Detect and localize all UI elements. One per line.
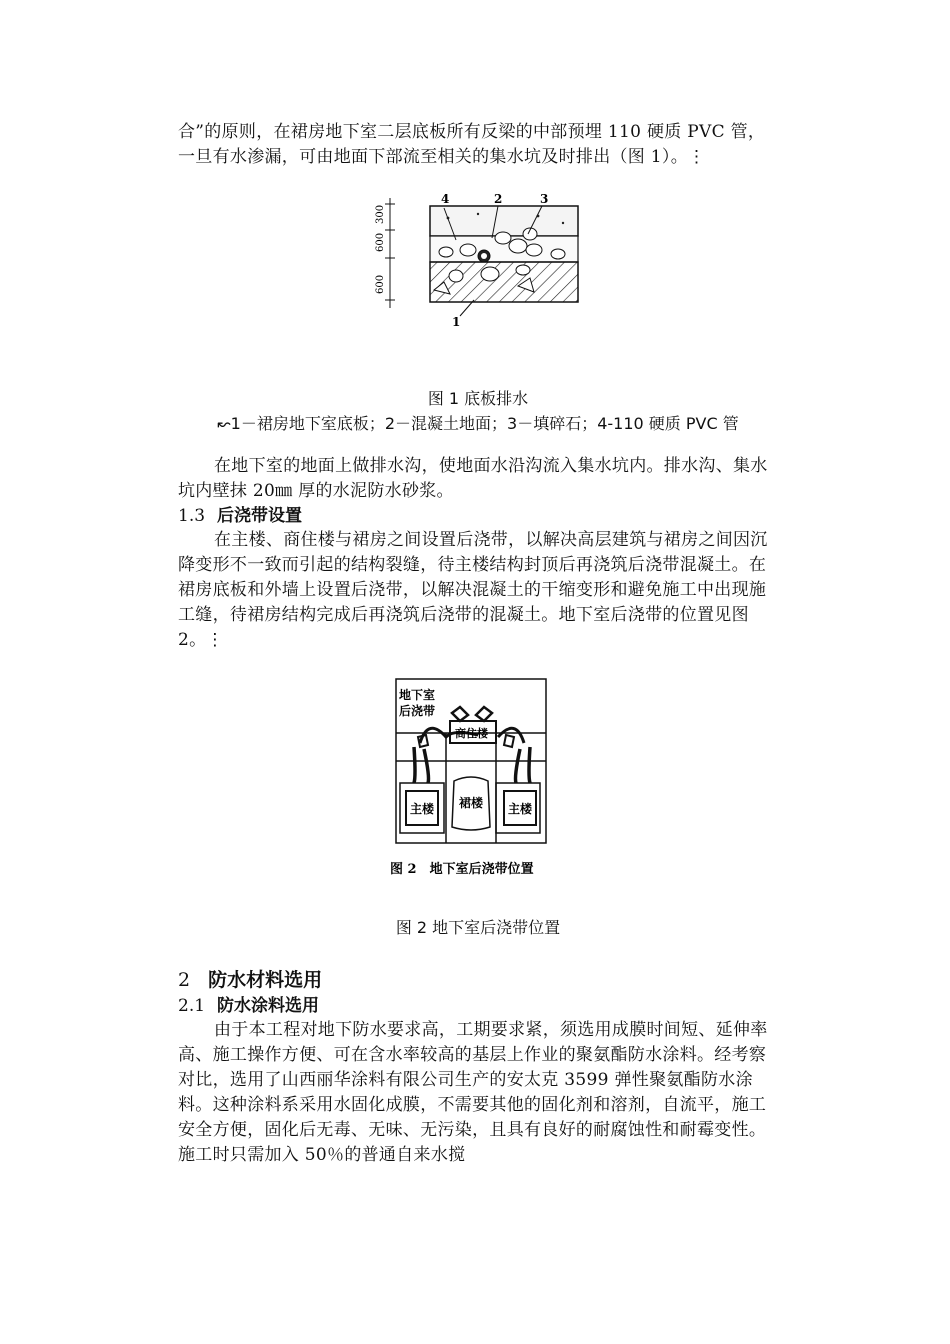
paragraph-drain: 在地下室的地面上做排水沟，使地面水沿沟流入集水坑内。排水沟、集水坑内壁抹 20㎜ 厚的水泥防水砂浆。	[178, 456, 768, 501]
intro-paragraph: 合”的原则，在裙房地下室二层底板所有反梁的中部预埋 110 硬质 PVC 管，一旦有水渗漏，可由地面下部流至相关的集水坑及时排出（图 1）。⋮	[178, 122, 766, 167]
note-icon: ↜	[217, 414, 231, 433]
figure-1-legend	[178, 411, 778, 436]
figure-1-label-4: 4	[441, 192, 450, 206]
figure-2-caption: 图 2 地下室后浇带位置	[395, 918, 561, 937]
figure-2-label-commercial: 商住楼	[455, 727, 488, 740]
section-1-3-number: 1.3	[178, 506, 206, 526]
figure-2-label-basement: 地下室	[399, 688, 436, 702]
document-page	[178, 120, 778, 1168]
dim-300: 300	[375, 204, 386, 224]
figure-1-drawing	[178, 190, 778, 350]
figure-1-caption: 图 1 底板排水	[427, 389, 529, 408]
section-2-title: 防水材料选用	[208, 969, 323, 991]
section-1-3-title: 后浇带设置	[217, 506, 303, 526]
figure-1-label-1: 1	[452, 315, 461, 329]
dim-600-upper: 600	[375, 232, 386, 252]
figure-1	[178, 190, 778, 350]
section-2-1-title: 防水涂料选用	[217, 996, 320, 1016]
figure-1-legend-text: 1－裙房地下室底板；2－混凝土地面；3－填碎石；4-110 硬质 PVC 管	[230, 414, 739, 433]
figure-2-label-post-cast: 后浇带	[399, 704, 436, 718]
figure-2-label-main-right: 主楼	[508, 802, 533, 816]
figure-1-label-2: 2	[494, 192, 503, 206]
section-2-heading	[178, 966, 778, 994]
figure-2-label-podium: 裙楼	[459, 796, 484, 810]
paragraph-coating: 由于本工程对地下防水要求高，工期要求紧，须选用成膜时间短、延伸率高、施工操作方便、可在含水率较高的基层上作业的聚氨酯防水涂料。经考察对比，选用了山西丽华涂料有限公司生产的安太克 3599 弹性聚氨酯防水涂料。这种涂料系采用水固化成膜，不需要其他的固化剂和溶剂，自流平，施工安全方便，固化后无毒、无味、无污染，且具有良好的耐腐蚀性和耐霉变性。施工时只需加入 50％的普通自来水搅	[178, 1020, 768, 1165]
section-2-number: 2	[178, 969, 191, 991]
section-2-1-heading	[178, 994, 778, 1018]
figure-1-label-3: 3	[540, 192, 549, 206]
paragraph-post-cast: 在主楼、商住楼与裙房之间设置后浇带，以解决高层建筑与裙房之间因沉降变形不一致而引起的结构裂缝，待主楼结构封顶后再浇筑后浇带混凝土。在裙房底板和外墙上设置后浇带，以解决混凝土的干缩变形和避免施工中出现施工缝，待裙房结构完成后再浇筑后浇带的混凝土。地下室后浇带的位置见图 2。⋮	[178, 530, 768, 650]
section-2-1-number: 2.1	[178, 996, 206, 1016]
figure-2-drawing	[178, 677, 778, 897]
dim-600-lower: 600	[375, 274, 386, 294]
figure-2	[178, 677, 778, 897]
figure-2-label-main-left: 主楼	[410, 802, 435, 816]
section-1-3-heading	[178, 504, 778, 528]
figure-2-inner-caption: 图 2 地下室后浇带位置	[390, 862, 534, 877]
